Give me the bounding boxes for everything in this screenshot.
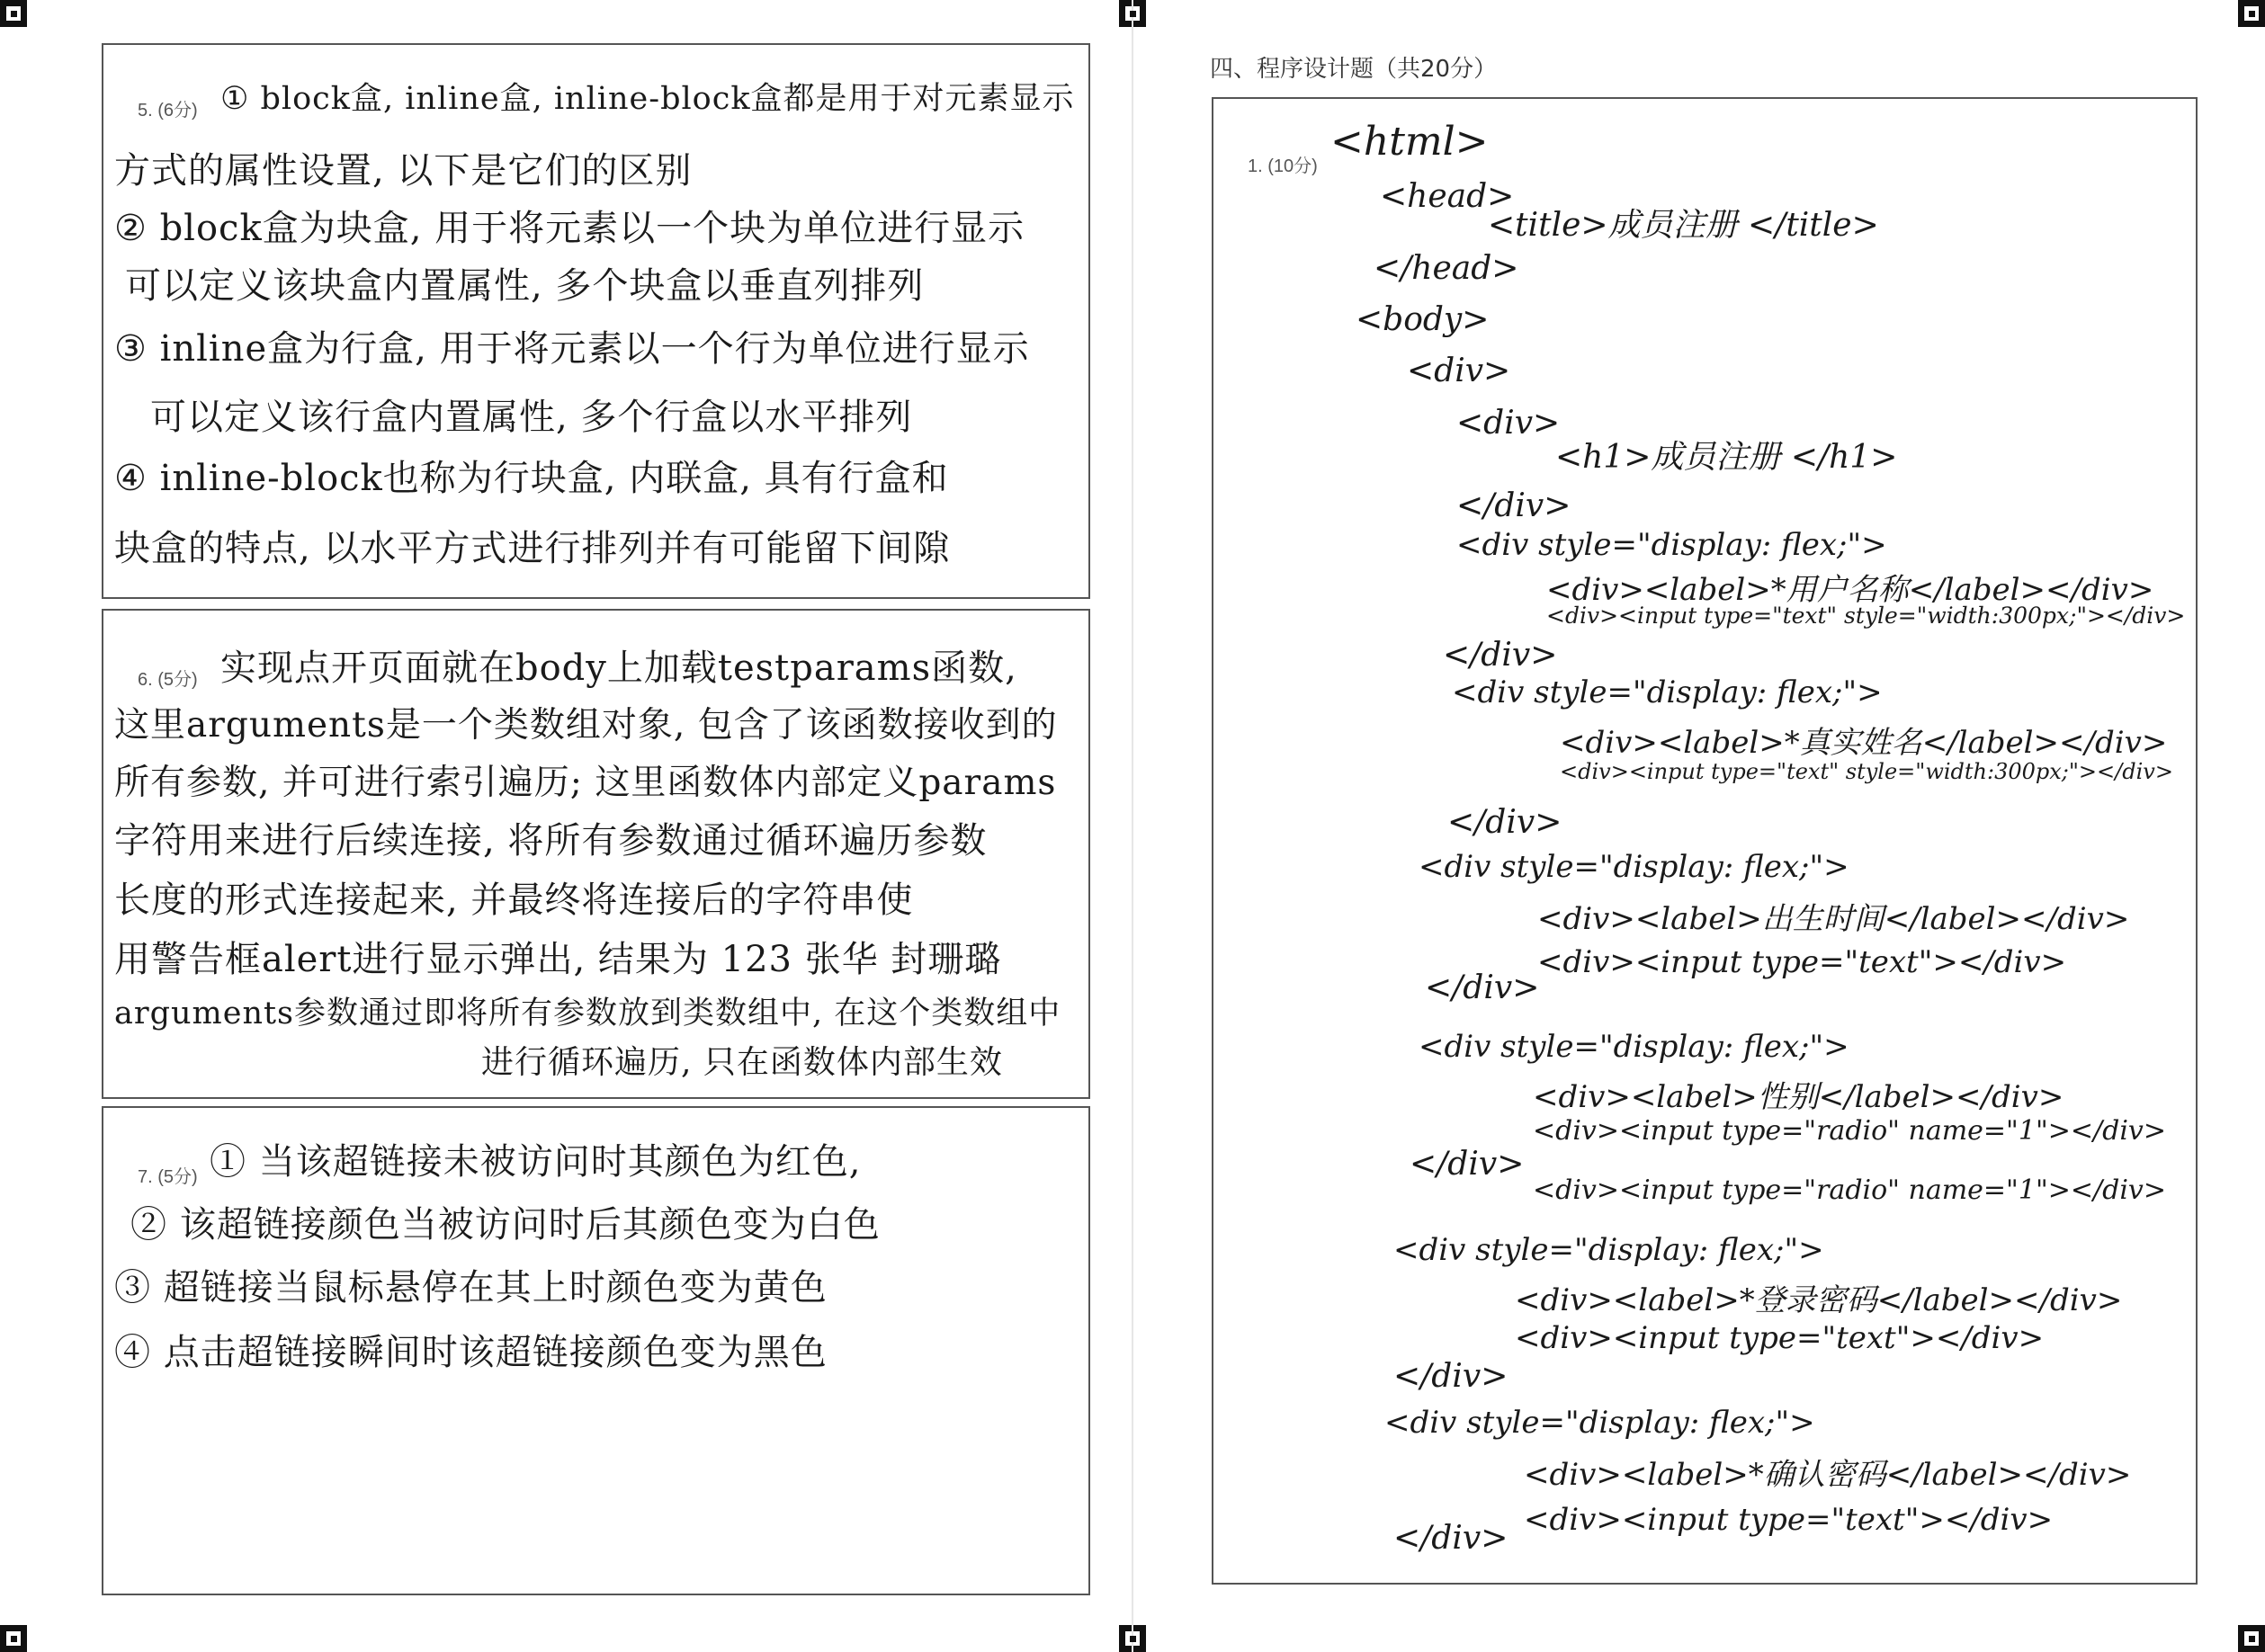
code-line-20: <div><input type="text"></div>	[1537, 944, 2067, 980]
page-gutter	[1132, 0, 1133, 1652]
code-line-32: <div><label>*确认密码</label></div>	[1524, 1457, 2132, 1493]
code-line-1: <html>	[1330, 119, 1489, 165]
q5-line-7: ④ inline-block也称为行块盒, 内联盒, 具有行盒和	[114, 458, 949, 499]
q5-line-1: ① block盒, inline盒, inline-block盒都是用于对元素显示	[220, 81, 1075, 117]
code-line-11: <div><label>*用户名称</label></div>	[1546, 572, 2154, 608]
code-line-9: </div>	[1456, 487, 1571, 524]
code-line-33: </div>	[1393, 1520, 1509, 1557]
code-line-18: <div style="display: flex;">	[1419, 849, 1849, 885]
code-line-28: <div><label>*登录密码</label></div>	[1515, 1282, 2123, 1318]
q6-line-8: 进行循环遍历, 只在函数体内部生效	[481, 1044, 1003, 1081]
q5-line-8: 块盒的特点, 以水平方式进行排列并有可能留下间隙	[114, 528, 951, 569]
q6-line-6: 用警告框alert进行显示弹出, 结果为 123 张华 封珊璐	[114, 939, 1002, 980]
q5-line-2: 方式的属性设置, 以下是它们的区别	[114, 150, 693, 192]
code-line-21: </div>	[1425, 969, 1540, 1006]
code-line-6: <div>	[1407, 353, 1511, 389]
corner-marker-top-left	[0, 0, 27, 27]
q7-line-2: ② 该超链接颜色当被访问时后其颜色变为白色	[130, 1204, 881, 1246]
q6-line-2: 这里arguments是一个类数组对象, 包含了该函数接收到的	[114, 705, 1058, 746]
q5-line-6: 可以定义该行盒内置属性, 多个行盒以水平排列	[150, 397, 913, 438]
code-line-3: <title>成员注册 </title>	[1488, 207, 1879, 244]
q7-line-3: ③ 超链接当鼠标悬停在其上时颜色变为黄色	[114, 1267, 828, 1308]
q6-line-7: arguments参数通过即将所有参数放到类数组中, 在这个类数组中	[114, 996, 1061, 1031]
code-line-14: <div style="display: flex;">	[1452, 674, 1883, 710]
q7-line-1: ① 当该超链接未被访问时其颜色为红色,	[210, 1141, 862, 1183]
code-line-13: </div>	[1443, 637, 1558, 674]
q5-line-4: 可以定义该块盒内置属性, 多个块盒以垂直列排列	[125, 265, 925, 307]
code-line-16: <div><input type="text" style="width:300px;"></div>	[1560, 759, 2173, 784]
code-line-12: <div><input type="text" style="width:300px;"></div>	[1546, 603, 2186, 629]
q7-line-4: ④ 点击超链接瞬间时该超链接颜色变为黑色	[114, 1332, 828, 1373]
code-line-8: <h1>成员注册 </h1>	[1555, 439, 1898, 476]
code-line-15: <div><label>*真实姓名</label></div>	[1560, 725, 2168, 761]
q6-line-5: 长度的形式连接起来, 并最终将连接后的字符串使	[114, 880, 914, 921]
q6-line-4: 字符用来进行后续连接, 将所有参数通过循环遍历参数	[114, 820, 988, 862]
code-line-27: <div style="display: flex;">	[1393, 1232, 1824, 1268]
q5-line-5: ③ inline盒为行盒, 用于将元素以一个行为单位进行显示	[114, 328, 1030, 370]
q6-line-1: 实现点开页面就在body上加载testparams函数,	[220, 647, 1017, 689]
code-line-29: <div><input type="text"></div>	[1515, 1320, 2045, 1356]
code-line-22: <div style="display: flex;">	[1419, 1029, 1849, 1065]
code-line-25: </div>	[1410, 1146, 1525, 1183]
q5-line-3: ② block盒为块盒, 用于将元素以一个块为单位进行显示	[114, 208, 1025, 249]
code-line-5: <body>	[1356, 301, 1490, 338]
answer-box-program-q1	[1212, 97, 2198, 1585]
question-label-q5: 5. (6分)	[138, 101, 198, 121]
code-line-2: <head>	[1380, 178, 1515, 215]
q6-line-3: 所有参数, 并可进行索引遍历; 这里函数体内部定义params	[114, 763, 1057, 803]
question-label-program-q1: 1. (10分)	[1248, 156, 1318, 176]
answer-box-q7	[102, 1106, 1090, 1595]
question-label-q7: 7. (5分)	[138, 1167, 198, 1187]
code-line-34: <div><input type="text"></div>	[1524, 1502, 2054, 1538]
code-line-17: </div>	[1447, 804, 1562, 841]
code-line-23: <div><label>性别</label></div>	[1533, 1079, 2064, 1115]
corner-marker-bottom-right	[2238, 1625, 2265, 1652]
code-line-26: <div><input type="radio" name="1"></div>	[1533, 1174, 2167, 1206]
code-line-7: <div>	[1456, 405, 1561, 442]
corner-marker-bottom-left	[0, 1625, 27, 1652]
question-label-q6: 6. (5分)	[138, 670, 198, 690]
code-line-19: <div><label>出生时间</label></div>	[1537, 901, 2130, 937]
code-line-24: <div><input type="radio" name="1"></div>	[1533, 1115, 2167, 1147]
code-line-31: <div style="display: flex;">	[1384, 1405, 1815, 1441]
section-title: 四、程序设计题（共20分）	[1210, 56, 1498, 83]
answer-box-q5	[102, 43, 1090, 599]
corner-marker-top-right	[2238, 0, 2265, 27]
code-line-30: </div>	[1393, 1358, 1509, 1395]
answer-box-q6	[102, 609, 1090, 1099]
code-line-10: <div style="display: flex;">	[1456, 527, 1887, 563]
code-line-4: </head>	[1374, 250, 1519, 287]
